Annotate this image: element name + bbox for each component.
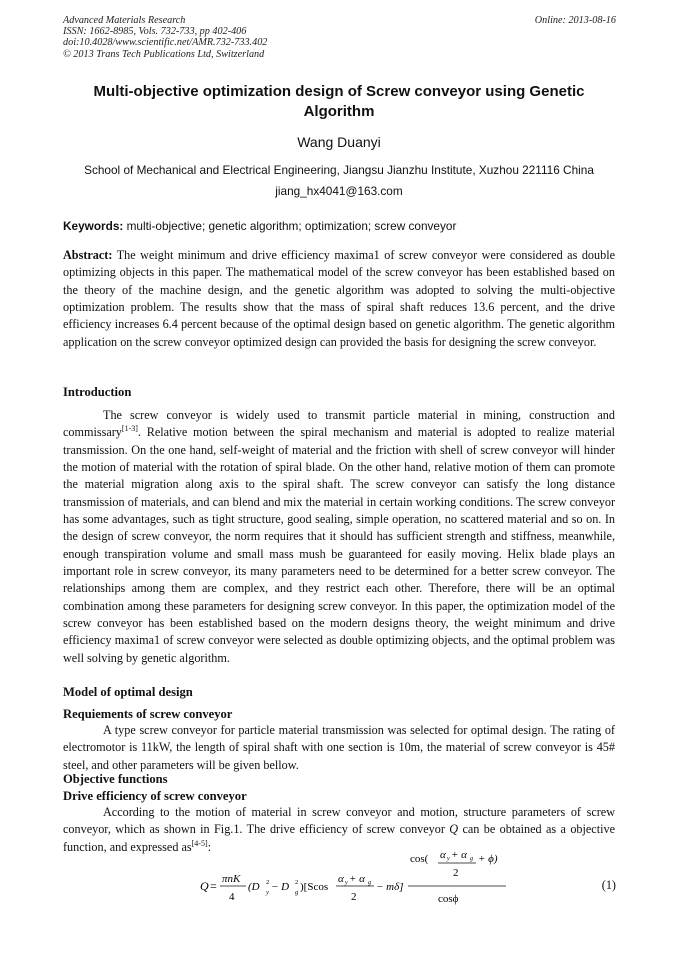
eq-alpha-sub-g2: g bbox=[470, 856, 473, 862]
model-heading: Model of optimal design bbox=[63, 685, 193, 699]
intro-text-b: . Relative motion between the spiral mechanism and material is adopted to realize material transmission. On the one hand, self-weight of material and the friction with shell of screw conveyor will hinder the motion of material with the rotation of spiral blade. On the other hand, relative motion of them can promote the material migration along axis to the spiral shaft. The screw conveyor can satisfy the long distance transmission of materials, and can blend and mix the material in certain working conditions. The screw conveyor has some advantages, such as tight structure, good sealing, simple operation, no scattered material and so on. In the design of screw conveyor, the norm requires that it should has sufficient strength and stiffness, meanwhile, enough transpiration volume and small mass mush be guaranteed for easily moving. Helix blade plays an important role in screw conveyor, its many parameters need to be determined for a better screw conveyor. The relationships among them are complex, and they restrict each other. Therefore, there will be an optimal combination among these parameters for designing screw conveyor. In this paper, the optimization model of the screw conveyor has been established based on the modern designs theory, the weight minimum and drive efficiency maxima1 of screw conveyor were selected as double optimizing objects, and the optimal problem was well solving by genetic algorithm. bbox=[63, 425, 615, 665]
author-email[interactable]: jiang_hx4041@163.com bbox=[275, 184, 403, 198]
eq-sup-2b: 2 bbox=[295, 879, 299, 886]
introduction-paragraph bbox=[63, 407, 615, 667]
issn-line: ISSN: 1662-8985, Vols. 732-733, pp 402-406 bbox=[63, 26, 247, 38]
abstract-paragraph bbox=[63, 247, 615, 351]
equation-number: (1) bbox=[601, 878, 616, 892]
journal-header bbox=[63, 15, 267, 60]
eq-mdelta: − mδ] bbox=[376, 881, 404, 893]
eq-alpha-d: + α bbox=[451, 849, 467, 861]
eq-alpha-b: + α bbox=[349, 873, 365, 885]
eq-alpha-a: α bbox=[338, 873, 344, 885]
keywords-line bbox=[63, 219, 456, 233]
drive-variable: Q bbox=[449, 822, 459, 837]
objective-functions-heading: Objective functions bbox=[63, 772, 168, 786]
eq-lhs: Q bbox=[200, 879, 209, 893]
paper-title: Multi-objective optimization design of Screw conveyor using Genetic Algorithm bbox=[93, 83, 585, 120]
author-name: Wang Duanyi bbox=[297, 134, 381, 150]
requirements-paragraph: A type screw conveyor for particle material transmission was selected for optimal design. The rating of electromotor is 11kW, the length of spiral shaft with one section is 10m, the material of screw conveyor is 45# steel, and other parameters will be given bellow. bbox=[63, 723, 615, 772]
introduction-heading: Introduction bbox=[63, 385, 132, 399]
eq-sub-g: g bbox=[295, 889, 299, 896]
drive-text-c: : bbox=[207, 839, 211, 854]
affiliation: School of Mechanical and Electrical Engineering, Jiangsu Jianzhu Institute, Xuzhou 221116 China bbox=[84, 163, 594, 177]
intro-text-a: The screw conveyor is widely used to transmit particle material in mining, construction and commissary bbox=[63, 408, 615, 440]
eq-pink: πnK bbox=[222, 873, 241, 885]
eq-two-b: 2 bbox=[453, 867, 459, 879]
eq-phi-plus: + ϕ) bbox=[478, 853, 498, 865]
eq-alpha-sub-y: y bbox=[345, 880, 348, 886]
drive-text-b: can be obtained as a objective function, and expressed as bbox=[63, 822, 615, 854]
eq-alpha-sub-y2: y bbox=[447, 856, 450, 862]
eq-cos-phi: cosϕ bbox=[438, 893, 459, 905]
doi-line[interactable]: doi:10.4028/www.scientific.net/AMR.732-733.402 bbox=[63, 37, 268, 49]
copyright-line: © 2013 Trans Tech Publications Ltd, Switzerland bbox=[63, 48, 265, 60]
keywords-text: multi-objective; genetic algorithm; optimization; screw conveyor bbox=[123, 219, 457, 233]
keywords-label: Keywords: bbox=[63, 219, 124, 233]
online-date: Online: 2013-08-16 bbox=[534, 15, 616, 26]
requirements-heading: Requiements of screw conveyor bbox=[63, 707, 233, 721]
drive-text-a: According to the motion of material in screw conveyor and motion, structure parameters of screw conveyor, which as shown in Fig.1. The drive efficiency of screw conveyor bbox=[63, 805, 615, 837]
eq-four: 4 bbox=[229, 891, 235, 903]
eq-equals: = bbox=[210, 879, 217, 893]
eq-scos: )[Scos bbox=[300, 881, 329, 893]
eq-alpha-sub-g: g bbox=[368, 880, 371, 886]
eq-dg: − D bbox=[271, 881, 290, 893]
journal-name: Advanced Materials Research bbox=[63, 15, 186, 26]
eq-alpha-c: α bbox=[440, 849, 446, 861]
equation-1 bbox=[200, 848, 616, 908]
abstract-label: Abstract: bbox=[63, 248, 113, 262]
eq-dy: (D bbox=[248, 881, 260, 893]
intro-citation: [1-3] bbox=[121, 424, 138, 434]
drive-efficiency-heading: Drive efficiency of screw conveyor bbox=[63, 789, 247, 803]
abstract-text: The weight minimum and drive efficiency maxima1 of screw conveyor were considered as double optimizing objects in this paper. The mathematical model of the screw conveyor has been established based on the theory of the machine design, and the genetic algorithm was adopted to solving the multi-objective optimization problem. The results show that the mass of spiral shaft reduces 13.6 percent, and the drive efficiency increases 6.4 percent because of the optimal design based on genetic algorithm. The genetic algorithm application on the screw conveyor optimized design can provided the basis for designing the screw conveyor. bbox=[63, 248, 615, 349]
drive-citation: [4-5] bbox=[191, 838, 208, 848]
eq-cos-open: cos( bbox=[410, 853, 429, 865]
eq-sup-2a: 2 bbox=[266, 879, 270, 886]
eq-two-a: 2 bbox=[351, 891, 357, 903]
eq-sub-y: y bbox=[266, 889, 269, 896]
